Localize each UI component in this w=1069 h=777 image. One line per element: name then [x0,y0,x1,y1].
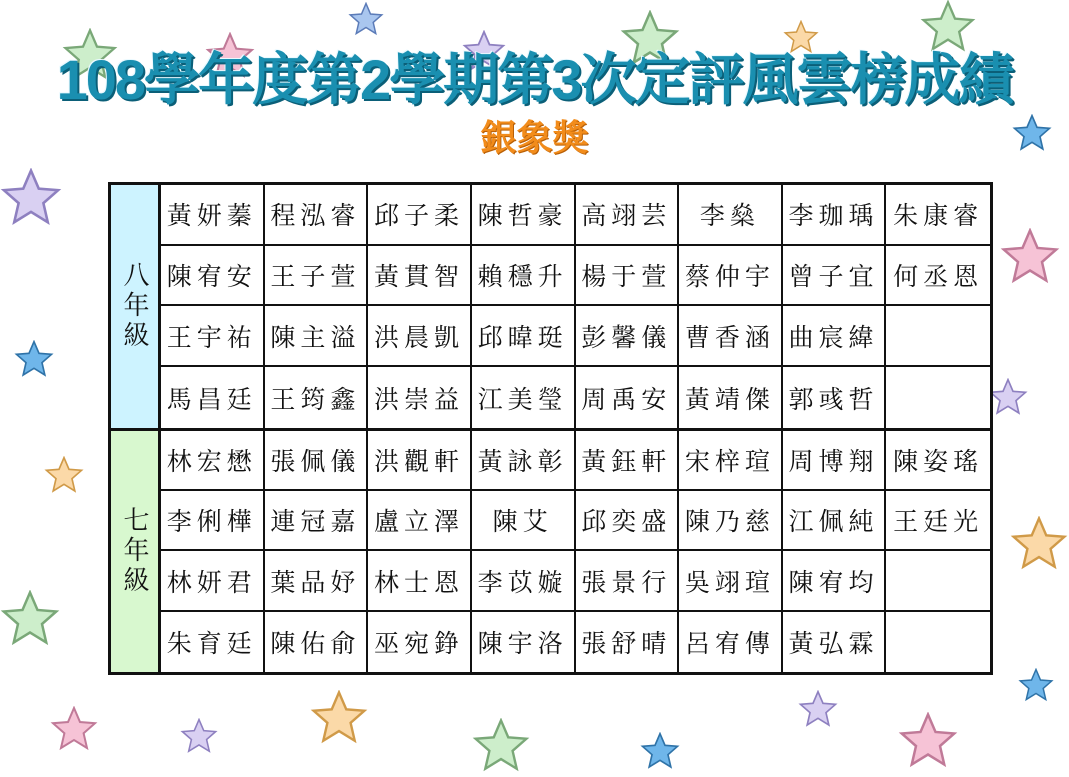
star-icon [310,690,368,748]
student-name-cell: 曹香涵 [679,306,783,367]
star-icon [348,2,384,38]
student-name-cell: 李俐樺 [161,491,265,551]
star-icon [1018,668,1054,704]
empty-cell [886,551,990,611]
student-name-cell: 李苡嫙 [472,551,576,611]
student-name-cell: 葉品妤 [265,551,369,611]
student-name-cell: 黃靖傑 [679,367,783,428]
student-name-cell: 張景行 [576,551,680,611]
student-name-cell: 吳翊瑄 [679,551,783,611]
student-name-cell: 王筠鑫 [265,367,369,428]
student-name-cell: 賴穩升 [472,246,576,307]
student-name-cell: 呂宥傳 [679,612,783,672]
student-name-cell: 張舒晴 [576,612,680,672]
empty-cell [886,367,990,428]
student-name-cell: 陳宥均 [783,551,887,611]
student-name-cell: 邱子柔 [368,185,472,246]
student-name-cell: 周禹安 [576,367,680,428]
student-name-cell: 盧立澤 [368,491,472,551]
student-name-cell: 朱康睿 [886,185,990,246]
star-icon [180,718,218,756]
student-name-cell: 陳哲豪 [472,185,576,246]
student-name-cell: 宋梓瑄 [679,431,783,491]
student-name-cell: 張佩儀 [265,431,369,491]
student-name-cell: 洪觀軒 [368,431,472,491]
honor-roll-table [108,182,993,675]
student-name-cell: 連冠嘉 [265,491,369,551]
student-grid [161,431,990,672]
student-name-cell: 邱暐珽 [472,306,576,367]
student-name-cell: 陳艾 [472,491,576,551]
star-icon [1010,516,1068,574]
student-name-cell: 朱育廷 [161,612,265,672]
grade-section-7 [111,428,990,672]
student-name-cell: 蔡仲宇 [679,246,783,307]
student-name-cell: 林宏懋 [161,431,265,491]
star-icon [0,590,60,650]
page-title: 108學年度第2學期第3次定評風雲榜成績 [56,48,1013,111]
star-icon [44,456,84,496]
star-icon [798,690,838,730]
student-name-cell: 黃妍蓁 [161,185,265,246]
grade-label: 七年級 [111,431,161,672]
student-name-cell: 黃貫智 [368,246,472,307]
star-icon [898,712,958,772]
star-icon [640,732,680,772]
student-name-cell: 王子萱 [265,246,369,307]
student-name-cell: 陳主溢 [265,306,369,367]
student-name-cell: 程泓睿 [265,185,369,246]
student-grid [161,185,990,428]
empty-cell [886,612,990,672]
student-name-cell: 彭馨儀 [576,306,680,367]
star-icon [50,706,98,754]
student-name-cell: 陳佑俞 [265,612,369,672]
student-name-cell: 陳宥安 [161,246,265,307]
student-name-cell: 巫宛錚 [368,612,472,672]
student-name-cell: 黃弘霖 [783,612,887,672]
student-name-cell: 洪晨凱 [368,306,472,367]
star-icon [988,378,1028,418]
student-name-cell: 江美瑩 [472,367,576,428]
star-icon [0,168,62,230]
student-name-cell: 王廷光 [886,491,990,551]
student-name-cell: 李燊 [679,185,783,246]
student-name-cell: 曲宸緯 [783,306,887,367]
student-name-cell: 陳乃慈 [679,491,783,551]
student-name-cell: 李珈瑀 [783,185,887,246]
student-name-cell: 邱奕盛 [576,491,680,551]
student-name-cell: 黃鈺軒 [576,431,680,491]
student-name-cell: 楊于萱 [576,246,680,307]
star-icon [472,718,530,776]
student-name-cell: 馬昌廷 [161,367,265,428]
student-name-cell: 陳姿瑤 [886,431,990,491]
star-icon [14,340,54,380]
empty-cell [886,306,990,367]
student-name-cell: 周博翔 [783,431,887,491]
student-name-cell: 高翊芸 [576,185,680,246]
student-name-cell: 林士恩 [368,551,472,611]
student-name-cell: 江佩純 [783,491,887,551]
grade-section-8 [111,185,990,428]
grade-label: 八年級 [111,185,161,428]
student-name-cell: 郭彧哲 [783,367,887,428]
student-name-cell: 陳宇洛 [472,612,576,672]
student-name-cell: 洪崇益 [368,367,472,428]
student-name-cell: 王宇祐 [161,306,265,367]
student-name-cell: 黃詠彰 [472,431,576,491]
student-name-cell: 何丞恩 [886,246,990,307]
student-name-cell: 曾子宜 [783,246,887,307]
star-icon [1000,228,1060,288]
award-subtitle: 銀象獎 [480,117,589,158]
student-name-cell: 林妍君 [161,551,265,611]
